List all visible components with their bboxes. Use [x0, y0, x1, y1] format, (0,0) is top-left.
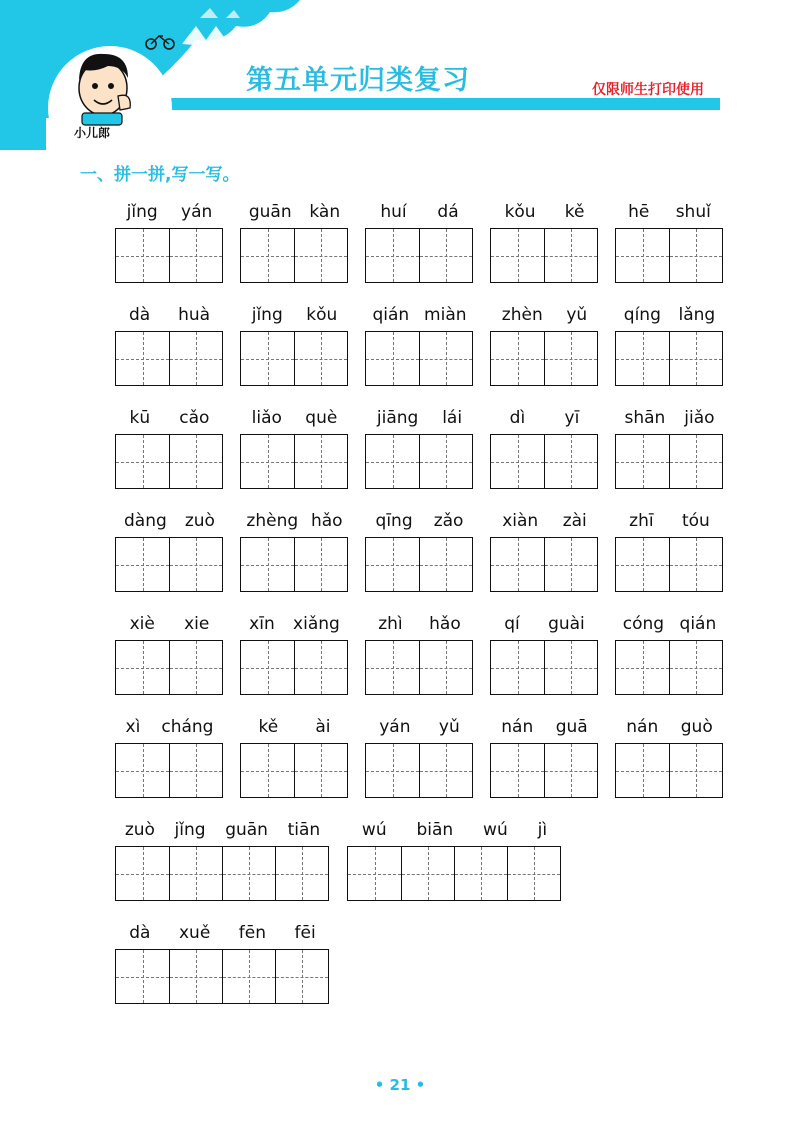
writing-cell[interactable] [116, 229, 169, 282]
pinyin-syllable: guài [548, 614, 585, 634]
writing-box-group [490, 640, 598, 695]
writing-box-group [115, 743, 223, 798]
writing-cell[interactable] [116, 950, 169, 1003]
pinyin-syllable: biān [416, 820, 454, 840]
writing-box-group [115, 846, 329, 901]
pinyin-syllable: qīng [375, 511, 413, 531]
pinyin-prompt [615, 509, 724, 533]
pinyin-syllable: jì [537, 820, 548, 840]
writing-cell[interactable] [616, 332, 669, 385]
writing-cell[interactable] [491, 538, 544, 591]
pinyin-syllable: jǐng [126, 202, 158, 222]
writing-box-group [615, 743, 723, 798]
pinyin-syllable: guān [248, 202, 292, 222]
pinyin-syllable: nán [501, 717, 534, 737]
writing-cell[interactable] [491, 332, 544, 385]
pinyin-prompt [615, 406, 724, 430]
writing-cell[interactable] [366, 435, 419, 488]
pinyin-prompt [115, 612, 224, 636]
writing-cell[interactable] [116, 435, 169, 488]
pinyin-prompt [490, 200, 599, 224]
pinyin-prompt [615, 200, 724, 224]
pinyin-syllable: qián [679, 614, 717, 634]
writing-cell[interactable] [241, 229, 294, 282]
writing-cell[interactable] [419, 332, 472, 385]
pinyin-prompt [115, 200, 224, 224]
pinyin-syllable: jǐng [251, 305, 283, 325]
writing-box-group [365, 228, 473, 283]
writing-cell[interactable] [669, 435, 722, 488]
writing-cell[interactable] [491, 744, 544, 797]
writing-cell[interactable] [241, 641, 294, 694]
pinyin-syllable: xīn [249, 614, 275, 634]
pinyin-syllable: zhī [629, 511, 654, 531]
pinyin-prompt [115, 406, 224, 430]
pinyin-syllable: xì [125, 717, 141, 737]
pinyin-syllable: cǎo [179, 408, 210, 428]
writing-cell[interactable] [616, 229, 669, 282]
writing-box-group [347, 846, 561, 901]
writing-cell[interactable] [544, 641, 597, 694]
pinyin-syllable: guò [680, 717, 713, 737]
page-title: 第五单元归类复习 [246, 65, 470, 96]
writing-cell[interactable] [419, 229, 472, 282]
writing-cell[interactable] [616, 641, 669, 694]
pinyin-syllable: guān [225, 820, 268, 840]
pinyin-syllable: kū [129, 408, 151, 428]
writing-cell[interactable] [366, 229, 419, 282]
pinyin-prompt [615, 715, 724, 739]
writing-cell[interactable] [669, 332, 722, 385]
pinyin-syllable: yán [181, 202, 213, 222]
pinyin-prompt [240, 303, 349, 327]
writing-cell[interactable] [419, 744, 472, 797]
pinyin-prompt [490, 303, 599, 327]
pinyin-syllable: guā [555, 717, 588, 737]
writing-cell[interactable] [544, 538, 597, 591]
writing-cell[interactable] [669, 744, 722, 797]
pinyin-prompt [365, 303, 474, 327]
pinyin-prompt [490, 612, 599, 636]
writing-cell[interactable] [544, 332, 597, 385]
writing-box-group [615, 537, 723, 592]
pinyin-syllable: wú [483, 820, 508, 840]
pinyin-syllable: shuǐ [675, 202, 711, 222]
section-instruction: 一、拼一拼,写一写。 [80, 165, 240, 185]
pinyin-prompt [365, 509, 474, 533]
writing-cell[interactable] [294, 332, 347, 385]
writing-cell[interactable] [544, 435, 597, 488]
writing-box-group [490, 743, 598, 798]
writing-box-group [240, 640, 348, 695]
pinyin-syllable: xuě [178, 923, 211, 943]
writing-box-group [615, 331, 723, 386]
page-header [0, 0, 800, 150]
writing-box-group [615, 640, 723, 695]
pinyin-syllable: wú [361, 820, 387, 840]
writing-box-group [490, 228, 598, 283]
pinyin-prompt [365, 715, 474, 739]
pinyin-prompt [115, 818, 330, 842]
pinyin-prompt [365, 406, 474, 430]
writing-box-group [365, 743, 473, 798]
pinyin-prompt [240, 612, 349, 636]
writing-box-group [490, 434, 598, 489]
writing-cell[interactable] [366, 744, 419, 797]
pinyin-syllable: dà [128, 305, 151, 325]
writing-cell[interactable] [419, 538, 472, 591]
writing-box-group [240, 743, 348, 798]
pinyin-prompt [615, 612, 724, 636]
pinyin-syllable: yán [379, 717, 411, 737]
pinyin-syllable: nán [626, 717, 659, 737]
writing-box-group [615, 228, 723, 283]
writing-cell[interactable] [294, 538, 347, 591]
pinyin-syllable: lǎng [678, 305, 716, 325]
pinyin-syllable: yǔ [566, 305, 588, 325]
writing-box-group [365, 640, 473, 695]
writing-cell[interactable] [507, 847, 560, 900]
pinyin-syllable: kě [258, 717, 279, 737]
pinyin-prompt [490, 406, 599, 430]
pinyin-syllable: kě [564, 202, 585, 222]
writing-box-group [115, 537, 223, 592]
pinyin-syllable: qí [504, 614, 520, 634]
pinyin-syllable: yī [564, 408, 580, 428]
writing-box-group [240, 434, 348, 489]
writing-cell[interactable] [544, 229, 597, 282]
pinyin-prompt [240, 715, 349, 739]
writing-box-group [115, 228, 223, 283]
pinyin-syllable: tiān [287, 820, 321, 840]
pinyin-syllable: kǒu [504, 202, 536, 222]
pinyin-syllable: zǎo [433, 511, 464, 531]
writing-cell[interactable] [116, 538, 169, 591]
pinyin-syllable: jiǎo [684, 408, 715, 428]
writing-cell[interactable] [169, 332, 222, 385]
writing-box-group [240, 331, 348, 386]
writing-cell[interactable] [294, 229, 347, 282]
writing-cell[interactable] [669, 641, 722, 694]
writing-cell[interactable] [169, 229, 222, 282]
header-title-bar [154, 98, 720, 110]
writing-cell[interactable] [116, 744, 169, 797]
pinyin-syllable: dì [509, 408, 526, 428]
writing-box-group [490, 331, 598, 386]
pinyin-syllable: zuò [124, 820, 155, 840]
pinyin-prompt [115, 509, 224, 533]
writing-cell[interactable] [491, 229, 544, 282]
mascot-label: 小儿郎 [74, 126, 111, 140]
pinyin-syllable: zuò [184, 511, 215, 531]
pinyin-prompt [615, 303, 724, 327]
pinyin-prompt [490, 715, 599, 739]
pinyin-syllable: fēn [238, 923, 267, 943]
pinyin-prompt [365, 200, 474, 224]
writing-box-group [115, 949, 329, 1004]
pinyin-syllable: kǒu [306, 305, 338, 325]
writing-cell[interactable] [616, 435, 669, 488]
writing-box-group [115, 434, 223, 489]
writing-cell[interactable] [275, 847, 328, 900]
pinyin-syllable: miàn [424, 305, 467, 325]
pinyin-prompt [240, 406, 349, 430]
writing-cell[interactable] [294, 435, 347, 488]
writing-box-group [615, 434, 723, 489]
pinyin-syllable: qián [372, 305, 410, 325]
writing-cell[interactable] [169, 435, 222, 488]
pinyin-syllable: qíng [623, 305, 661, 325]
writing-cell[interactable] [169, 538, 222, 591]
writing-cell[interactable] [491, 641, 544, 694]
writing-cell[interactable] [169, 641, 222, 694]
pinyin-prompt [347, 818, 562, 842]
usage-notice: 仅限师生打印使用 [592, 82, 704, 98]
pinyin-syllable: zhèng [246, 511, 299, 531]
writing-box-group [240, 537, 348, 592]
writing-box-group [365, 537, 473, 592]
pinyin-syllable: dá [437, 202, 459, 222]
writing-cell[interactable] [401, 847, 454, 900]
pinyin-syllable: kàn [309, 202, 341, 222]
writing-cell[interactable] [366, 538, 419, 591]
pinyin-syllable: tóu [681, 511, 710, 531]
writing-cell[interactable] [294, 744, 347, 797]
writing-box-group [115, 640, 223, 695]
writing-cell[interactable] [222, 950, 275, 1003]
pinyin-syllable: liǎo [251, 408, 282, 428]
writing-cell[interactable] [241, 744, 294, 797]
page-number: • 21 • [374, 1076, 426, 1094]
pinyin-syllable: xiǎng [293, 614, 340, 634]
writing-cell[interactable] [116, 641, 169, 694]
writing-cell[interactable] [241, 538, 294, 591]
writing-cell[interactable] [116, 847, 169, 900]
writing-cell[interactable] [366, 641, 419, 694]
writing-cell[interactable] [348, 847, 401, 900]
writing-cell[interactable] [544, 744, 597, 797]
pinyin-syllable: zhì [378, 614, 403, 634]
pinyin-syllable: huà [178, 305, 211, 325]
writing-cell[interactable] [491, 435, 544, 488]
writing-cell[interactable] [116, 332, 169, 385]
writing-box-group [365, 331, 473, 386]
writing-cell[interactable] [241, 332, 294, 385]
pinyin-syllable: hǎo [429, 614, 461, 634]
pinyin-syllable: ài [315, 717, 331, 737]
writing-cell[interactable] [669, 229, 722, 282]
writing-cell[interactable] [169, 847, 222, 900]
pinyin-syllable: dàng [124, 511, 167, 531]
pinyin-syllable: lái [442, 408, 463, 428]
pinyin-prompt [490, 509, 599, 533]
pinyin-syllable: cháng [161, 717, 214, 737]
pinyin-syllable: xiè [129, 614, 155, 634]
writing-box-group [365, 434, 473, 489]
pinyin-prompt [115, 303, 224, 327]
pinyin-syllable: huí [380, 202, 407, 222]
writing-cell[interactable] [222, 847, 275, 900]
writing-cell[interactable] [294, 641, 347, 694]
writing-cell[interactable] [241, 435, 294, 488]
writing-cell[interactable] [419, 641, 472, 694]
pinyin-prompt [365, 612, 474, 636]
writing-cell[interactable] [669, 538, 722, 591]
pinyin-syllable: fēi [294, 923, 316, 943]
pinyin-prompt [115, 715, 224, 739]
pinyin-prompt [115, 921, 330, 945]
writing-cell[interactable] [169, 744, 222, 797]
pinyin-syllable: xie [184, 614, 210, 634]
writing-cell[interactable] [454, 847, 507, 900]
writing-cell[interactable] [616, 744, 669, 797]
writing-cell[interactable] [275, 950, 328, 1003]
pinyin-syllable: jiāng [376, 408, 419, 428]
writing-box-group [490, 537, 598, 592]
pinyin-syllable: yǔ [438, 717, 460, 737]
writing-cell[interactable] [169, 950, 222, 1003]
writing-cell[interactable] [419, 435, 472, 488]
writing-box-group [115, 331, 223, 386]
pinyin-syllable: dà [129, 923, 151, 943]
writing-cell[interactable] [366, 332, 419, 385]
pinyin-syllable: shān [624, 408, 666, 428]
pinyin-prompt [240, 200, 349, 224]
writing-cell[interactable] [616, 538, 669, 591]
pinyin-syllable: zhèn [501, 305, 543, 325]
pinyin-syllable: zài [562, 511, 587, 531]
pinyin-prompt [240, 509, 349, 533]
pinyin-syllable: jǐng [174, 820, 206, 840]
pinyin-syllable: xiàn [502, 511, 539, 531]
writing-box-group [240, 228, 348, 283]
pinyin-syllable: hē [628, 202, 650, 222]
pinyin-syllable: cóng [622, 614, 665, 634]
pinyin-syllable: hǎo [310, 511, 343, 531]
pinyin-syllable: què [305, 408, 338, 428]
